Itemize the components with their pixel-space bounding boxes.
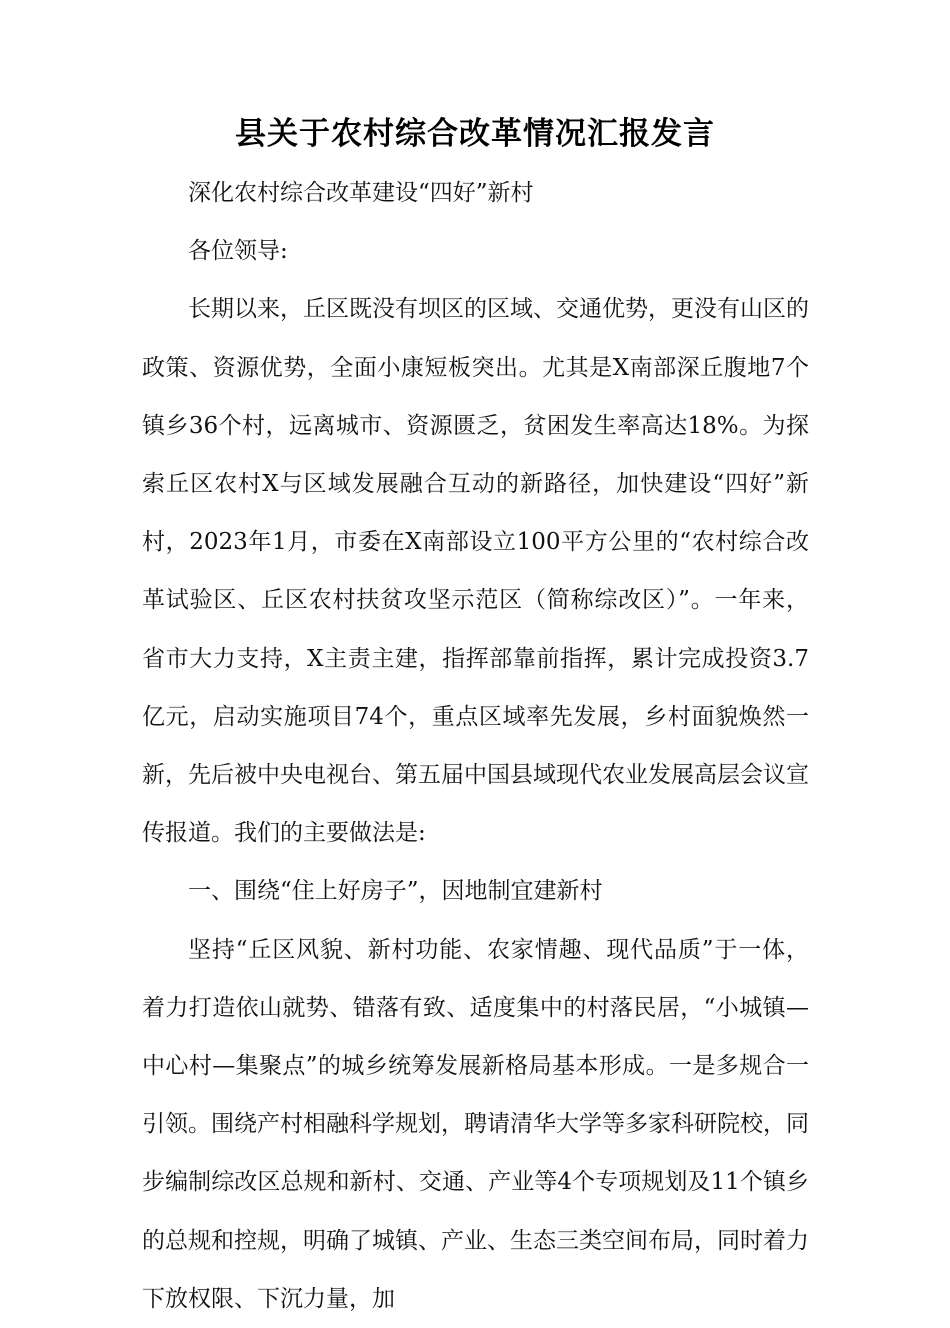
section-1-paragraph: 坚持“丘区风貌、新村功能、农家情趣、现代品质”于一体，着力打造依山就势、错落有致、适度集中的村落民居，“小城镇—中心村—集聚点”的城乡统筹发展新格局基本形成。一是多规合一引领。围绕产村相融科学规划，聘请清华大学等多家科研院校，同步编制综改区总规和新村、交通、产业等4个专项规划及11个镇乡的总规和控规，明确了城镇、产业、生态三类空间布局，同时着力下放权限、下沉力量，加 [142,936,809,1312]
document-title: 县关于农村综合改革情况汇报发言 [235,116,715,152]
section-heading-1: 一、围绕“住上好房子”，因地制宜建新村 [188,878,603,905]
document-body [142,164,809,1328]
intro-paragraph: 长期以来，丘区既没有坝区的区域、交通优势，更没有山区的政策、资源优势，全面小康短板突出。尤其是X南部深丘腹地7个镇乡36个村，远离城市、资源匮乏，贫困发生率高达18%。为探索丘区农村X与区域发展融合互动的新路径，加快建设“四好”新村，2023年1月，市委在X南部设立100平方公里的“农村综合改革试验区、丘区农村扶贫攻坚示范区（简称综改区）”。一年来，省市大力支持，X主责主建，指挥部靠前指挥，累计完成投资3.7亿元，启动实施项目74个，重点区域率先发展，乡村面貌焕然一新，先后被中央电视台、第五届中国县域现代农业发展高层会议宣传报道。我们的主要做法是: [142,296,809,847]
salutation-paragraph: 各位领导: [188,238,288,265]
subtitle-paragraph: 深化农村综合改革建设“四好”新村 [188,180,534,206]
